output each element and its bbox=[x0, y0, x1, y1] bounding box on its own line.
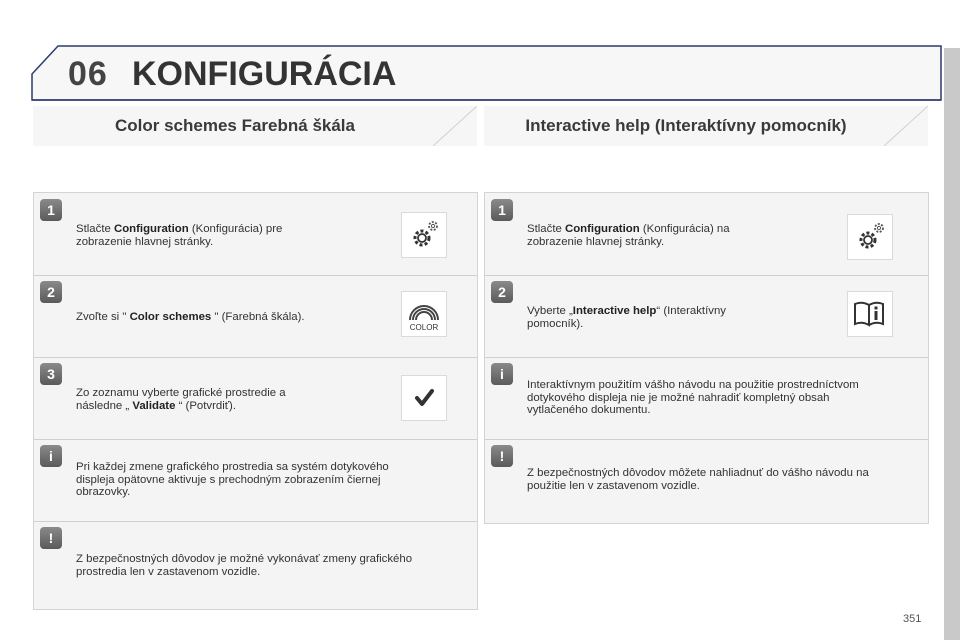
step-text: Zo zoznamu vyberte grafické prostredie a následne „ Validate “ (Potvrdiť). bbox=[76, 387, 286, 412]
configuration-button[interactable] bbox=[401, 212, 447, 258]
warning-note-row bbox=[34, 521, 477, 609]
warning-icon: ! bbox=[491, 445, 513, 467]
step-row bbox=[34, 193, 477, 276]
step-text: Zvoľte si " Color schemes " (Farebná škála). bbox=[76, 311, 305, 323]
info-note-row bbox=[34, 439, 477, 522]
manual-book-icon bbox=[848, 292, 892, 336]
gear-icon bbox=[848, 215, 892, 259]
info-note-text: Pri každej zmene grafického prostredia sa systém dotykového displeja opätovne aktivuje s prechodným zobrazením čiernej obrazovky. bbox=[76, 461, 389, 499]
info-note-text: Interaktívnym použitím vášho návodu na použitie prostredníctvom dotykového displeja nie je možné nahradiť kompletný obsah vytlačeného dokumentu. bbox=[527, 379, 859, 417]
gear-icon bbox=[402, 213, 446, 257]
color-schemes-button[interactable] bbox=[401, 291, 447, 337]
interactive-help-panel bbox=[484, 192, 929, 524]
warning-icon: ! bbox=[40, 527, 62, 549]
step-text: Vyberte „Interactive help“ (Interaktívny pomocník). bbox=[527, 305, 726, 330]
warning-note-row bbox=[485, 439, 928, 523]
step-number-badge: 3 bbox=[40, 363, 62, 385]
warning-note-text: Z bezpečnostných dôvodov je možné vykonávať zmeny grafického prostredia len v zastavenom vozidle. bbox=[76, 553, 413, 578]
step-row bbox=[34, 357, 477, 440]
color-schemes-panel bbox=[33, 192, 478, 610]
section-heading-interactive-help: Interactive help (Interaktívny pomocník) bbox=[484, 106, 928, 146]
info-icon: i bbox=[40, 445, 62, 467]
info-note-row bbox=[485, 357, 928, 440]
step-row bbox=[34, 275, 477, 358]
side-tab-strip bbox=[944, 48, 960, 640]
chapter-number: 06 bbox=[68, 55, 108, 93]
step-number-badge: 2 bbox=[491, 281, 513, 303]
validate-button[interactable] bbox=[401, 375, 447, 421]
step-number-badge: 1 bbox=[491, 199, 513, 221]
step-number-badge: 1 bbox=[40, 199, 62, 221]
section-heading-color-schemes: Color schemes Farebná škála bbox=[33, 106, 477, 146]
checkmark-icon bbox=[402, 376, 446, 420]
info-icon: i bbox=[491, 363, 513, 385]
color-schemes-icon bbox=[402, 292, 446, 336]
step-text: Stlačte Configuration (Konfigurácia) pre zobrazenie hlavnej stránky. bbox=[76, 223, 283, 248]
step-row bbox=[485, 193, 928, 276]
step-number-badge: 2 bbox=[40, 281, 62, 303]
interactive-help-button[interactable] bbox=[847, 291, 893, 337]
warning-note-text: Z bezpečnostných dôvodov môžete nahliadnuť do vášho návodu na použitie len v zastavenom vozidle. bbox=[527, 467, 869, 492]
configuration-button[interactable] bbox=[847, 214, 893, 260]
svg-text:COLOR: COLOR bbox=[409, 323, 439, 332]
page-number: 351 bbox=[903, 613, 922, 625]
step-row bbox=[485, 275, 928, 358]
step-text: Stlačte Configuration (Konfigurácia) na zobrazenie hlavnej stránky. bbox=[527, 223, 730, 248]
page-title: KONFIGURÁCIA bbox=[132, 55, 397, 93]
